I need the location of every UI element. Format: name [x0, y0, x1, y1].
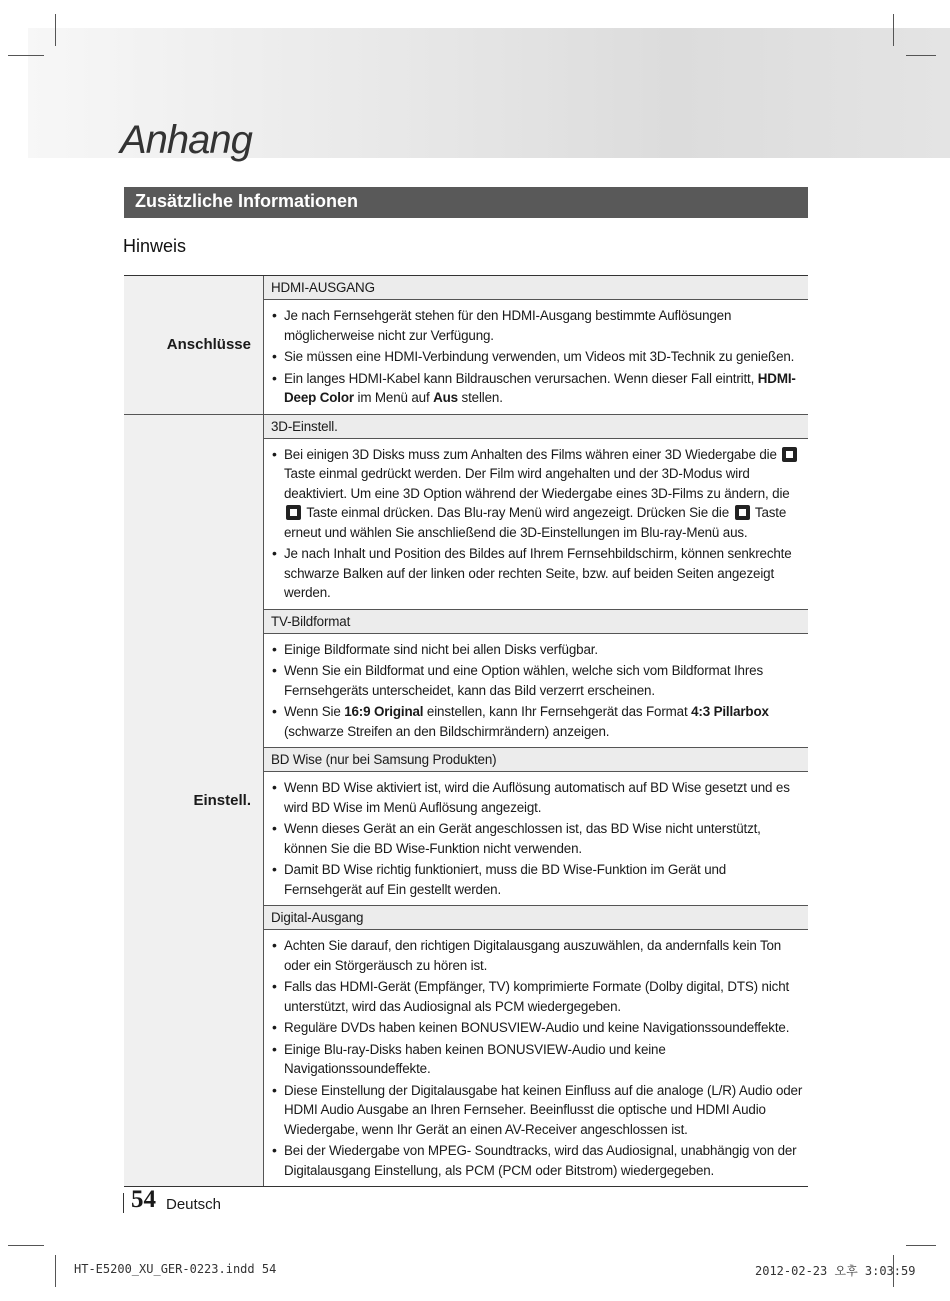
subheading: Hinweis [123, 236, 187, 256]
text-run: stellen. [457, 390, 503, 405]
list-item [270, 544, 804, 603]
text-run: Reguläre DVDs haben keinen BONUSVIEW-Audio und keine Navigationssoundeffekte. [284, 1020, 790, 1035]
bullet-list [270, 445, 804, 603]
text-run: Taste einmal drücken. Das Blu-ray Menü wird angezeigt. Drücken Sie die [303, 505, 733, 520]
bullet-list [270, 936, 804, 1180]
emphasis-term: Aus [433, 390, 458, 405]
list-item [270, 347, 804, 367]
section-heading: HDMI-AUSGANG [264, 276, 808, 300]
bullet-list [270, 778, 804, 899]
notes-table [124, 275, 808, 1187]
list-item [270, 1081, 804, 1140]
section-heading: BD Wise (nur bei Samsung Produkten) [264, 748, 808, 772]
list-item [270, 778, 804, 817]
emphasis-term: HDMI-Deep Color [284, 370, 796, 405]
row-content [264, 276, 808, 414]
crop-mark [906, 1245, 936, 1246]
text-run: Bei einigen 3D Disks muss zum Anhalten des Films währen einer 3D Wiedergabe die [284, 446, 781, 462]
list-item [270, 661, 804, 700]
section-heading: TV-Bildformat [264, 610, 808, 634]
section-body [264, 634, 808, 749]
list-item [270, 1018, 804, 1038]
table-row [124, 415, 808, 1187]
chapter-title: Anhang [120, 118, 252, 162]
text-run: Achten Sie darauf, den richtigen Digitalausgang auszuwählen, da andernfalls kein Ton oder ein Störgeräusch zu hören ist. [284, 938, 782, 973]
section-body [264, 300, 808, 414]
text-run: Wenn Sie [284, 704, 345, 719]
section-body [264, 439, 808, 610]
category-einstell [124, 415, 264, 1187]
crop-mark [8, 55, 44, 56]
text-run: Damit BD Wise richtig funktioniert, muss die BD Wise-Funktion im Gerät und Fernsehgerät auf Ein gestellt werden. [284, 862, 727, 897]
list-item [270, 1141, 804, 1180]
stop-button-icon [782, 447, 797, 462]
list-item [270, 977, 804, 1016]
list-item [270, 860, 804, 899]
section-body [264, 930, 808, 1186]
text-run: Wenn Sie ein Bildformat und eine Option wählen, welche sich vom Bildformat Ihres Fernsehgeräts unterscheidet, kann das Bild verzerrt erscheinen. [284, 663, 763, 698]
category-label: Einstell. [193, 791, 251, 809]
text-run: Einige Bildformate sind nicht bei allen Disks verfügbar. [284, 641, 598, 657]
list-item [270, 640, 804, 660]
category-anschl-sse [124, 276, 264, 414]
text-run: Ein langes HDMI-Kabel kann Bildrauschen verursachen. Wenn dieser Fall eintritt, [284, 370, 758, 386]
text-run: im Menü auf [353, 390, 434, 405]
text-run: Falls das HDMI-Gerät (Empfänger, TV) komprimierte Formate (Dolby digital, DTS) nicht unterstützt, wird das Audiosignal als PCM wiedergegeben. [284, 979, 790, 1014]
list-item [270, 819, 804, 858]
stop-button-icon [286, 505, 301, 520]
text-run: Je nach Inhalt und Position des Bildes auf Ihrem Fernsehbildschirm, können senkrechte schwarze Balken auf der linken oder rechten Seite, bzw. auf beiden Seiten angezeigt werden. [284, 546, 792, 600]
text-run: Je nach Fernsehgerät stehen für den HDMI-Ausgang bestimmte Auflösungen möglicherweise nicht zur Verfügung. [284, 308, 732, 343]
emphasis-term: 16:9 Original [344, 704, 424, 719]
page-number-divider [123, 1193, 124, 1213]
category-label: Anschlüsse [166, 336, 251, 354]
crop-mark [55, 1255, 56, 1287]
section-heading: Digital-Ausgang [264, 906, 808, 930]
text-run: Taste erneut und wählen Sie anschließend die 3D-Einstellungen im Blu-ray-Menü aus. [284, 505, 787, 540]
text-run: einstellen, kann Ihr Fernsehgerät das Format [423, 704, 692, 719]
text-run: Sie müssen eine HDMI-Verbindung verwenden, um Videos mit 3D-Technik zu genießen. [284, 349, 795, 364]
section-body [264, 772, 808, 906]
list-item [270, 445, 804, 543]
text-run: (schwarze Streifen an den Bildschirmrändern) anzeigen. [284, 723, 610, 739]
text-run: Wenn dieses Gerät an ein Gerät angeschlossen ist, das BD Wise nicht unterstützt, können Sie die BD Wise-Funktion nicht verwenden. [284, 821, 761, 856]
print-footer-timestamp: 2012-02-23 오후 3:03:59 [755, 1264, 916, 1278]
list-item [270, 369, 804, 408]
page-language: Deutsch [166, 1196, 222, 1213]
crop-mark [906, 55, 936, 56]
text-run: Taste einmal gedrückt werden. Der Film wird angehalten und der 3D-Modus wird deaktiviert. Um eine 3D Option während der Wiedergabe eines 3D-Films zu ändern, die [284, 466, 790, 501]
crop-mark [55, 14, 56, 46]
crop-mark [8, 1245, 44, 1246]
list-item [270, 1040, 804, 1079]
print-footer-file: HT-E5200_XU_GER-0223.indd 54 [74, 1262, 277, 1276]
bullet-list [270, 306, 804, 408]
section-heading: 3D-Einstell. [264, 415, 808, 439]
list-item [270, 936, 804, 975]
text-run: Einige Blu-ray-Disks haben keinen BONUSVIEW-Audio und keine Navigationssoundeffekte. [284, 1041, 666, 1076]
bullet-list [270, 640, 804, 742]
section-title-bar [124, 187, 808, 218]
row-content [264, 415, 808, 1187]
section-title: Zusätzliche Informationen [135, 191, 359, 211]
table-row [124, 276, 808, 415]
page-number: 54 [131, 1186, 156, 1213]
list-item [270, 702, 804, 741]
emphasis-term: 4:3 Pillarbox [691, 704, 769, 719]
text-run: Bei der Wiedergabe von MPEG- Soundtracks, wird das Audiosignal, unabhängig von der Digitalausgang Einstellung, als PCM (PCM oder Bitstrom) wiedergegeben. [284, 1143, 797, 1178]
crop-mark [893, 14, 894, 46]
list-item [270, 306, 804, 345]
text-run: Diese Einstellung der Digitalausgabe hat keinen Einfluss auf die analoge (L/R) Audio oder HDMI Audio Ausgabe an Ihren Fernseher. Beeinflusst die optische und HDMI Audio Wiedergabe, wenn Ihr Gerät an einen AV-Receiver angeschlossen ist. [284, 1082, 803, 1137]
text-run: Wenn BD Wise aktiviert ist, wird die Auflösung automatisch auf BD Wise gesetzt und es wird BD Wise im Menü Auflösung angezeigt. [284, 780, 790, 815]
stop-button-icon [735, 505, 750, 520]
